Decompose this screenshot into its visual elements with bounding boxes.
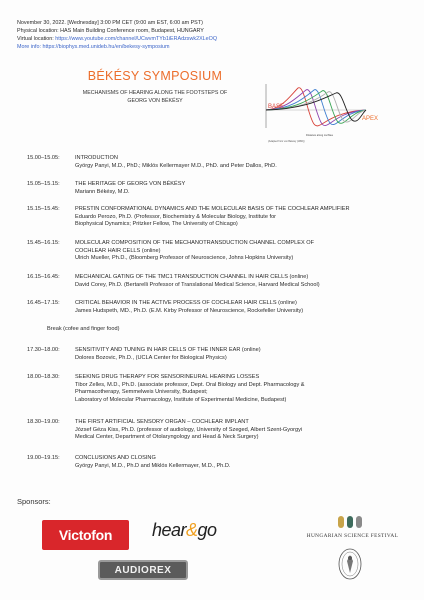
title-block [70, 69, 240, 105]
session-speaker: József Géza Kiss, Ph.D. (professor of audiology, University of Szeged, Albert Szent-Gyorgyi [75, 426, 303, 433]
festival-arch-icon [356, 516, 362, 528]
session-speaker: James Hudspeth, MD., Ph.D. (E.M. Kirby Professor of Neuroscience, Rockefeller University) [75, 307, 304, 314]
session-title: SENSITIVITY AND TUNING IN HAIR CELLS OF THE INNER EAR (online) [75, 347, 261, 353]
session-title: INTRODUCTION [75, 155, 118, 161]
sponsors-label: Sponsors: [17, 497, 51, 506]
apex-label: APEX [362, 116, 379, 122]
session-time: 15.00–15.05: [27, 155, 60, 161]
session-title: THE HERITAGE OF GEORG VON BÉKÉSY [75, 181, 186, 187]
physical-location-value: HAS Main Building Conference room, Budapest, HUNGARY [60, 28, 204, 34]
physical-location [17, 27, 347, 35]
session-affiliation: Pharmacotherapy, Semmelweis University, Budapest; [75, 389, 208, 396]
physical-location-label: Physical location: [17, 28, 59, 34]
graph-credit: (Adapted from von Békésy (1960)) [268, 140, 305, 143]
symposium-subtitle [70, 90, 240, 105]
audiorex-logo-text: AUDIOREX [114, 564, 172, 576]
session-title: CRITICAL BEHAVIOR IN THE ACTIVE PROCESS OF COCHLEAR HAIR CELLS (online) [75, 300, 297, 306]
session-title: SEEKING DRUG THERAPY FOR SENSORINEURAL HEARING LOSSES [75, 374, 260, 380]
session-details [75, 240, 412, 263]
hear-and-go-ampersand: & [186, 520, 198, 540]
science-festival-icon [337, 512, 363, 528]
subtitle-line: MECHANISMS OF HEARING ALONG THE FOOTSTEPS OF [82, 90, 228, 96]
virtual-location-label: Virtual location: [17, 36, 54, 42]
program-item [27, 206, 412, 229]
festival-arch-icon [338, 516, 344, 528]
session-details [75, 206, 412, 229]
academy-seal-icon [337, 547, 363, 581]
hear-and-go-logo [152, 520, 217, 541]
virtual-location [17, 35, 347, 43]
session-affiliation: Biophysical Dynamics; Pritzker Fellow, The University of Chicago) [75, 221, 238, 228]
program-item [27, 181, 412, 196]
session-title: MECHANICAL GATING OF THE TMC1 TRANSDUCTION CHANNEL IN HAIR CELLS (online) [75, 274, 309, 280]
session-details [75, 300, 412, 315]
session-time: 16.45–17.15: [27, 300, 60, 306]
program-item [27, 155, 412, 170]
session-details [75, 419, 412, 442]
session-details [75, 155, 412, 170]
session-details [75, 374, 412, 404]
session-details [75, 274, 412, 289]
program-item [27, 300, 412, 315]
break-note: Break (cofee and finger food) [47, 326, 120, 332]
session-title: THE FIRST ARTIFICIAL SENSORY ORGAN – COCHLEAR IMPLANT [75, 419, 249, 425]
session-details [75, 181, 412, 196]
session-time: 15.05–15.15: [27, 181, 60, 187]
session-title: COCHLEAR HAIR CELLS (online) [75, 247, 161, 254]
hear-and-go-text-go: go [197, 520, 217, 540]
base-label: BASE [268, 104, 285, 110]
program-item [27, 274, 412, 289]
more-info-link[interactable]: More info: https://biophys.med.unideb.hu/en/bekesy-symposium [17, 44, 170, 50]
session-time: 16.15–16.45: [27, 274, 60, 280]
hear-and-go-text-hear: hear [152, 520, 187, 540]
session-details [75, 455, 412, 470]
program-item [27, 419, 412, 442]
session-affiliation: Laboratory of Molecular Pharmacology, Institute of Experimental Medicine, Budapest) [75, 396, 287, 403]
traveling-wave-graph [262, 76, 382, 146]
program-item [27, 455, 412, 470]
session-time: 18.00–18.30: [27, 374, 60, 380]
event-info [17, 19, 347, 51]
session-time: 17.30–18.00: [27, 347, 60, 353]
symposium-title: BÉKÉSY SYMPOSIUM [87, 69, 223, 83]
session-speaker: Ulrich Mueller, Ph.D., (Bloomberg Professor of Neuroscience, Johns Hopkins University) [75, 255, 294, 262]
session-speaker: Dolores Bozovic, Ph.D., (UCLA Center for Biological Physics) [75, 354, 227, 361]
session-time: 15.45–16.15: [27, 240, 60, 246]
victofon-logo [42, 520, 129, 550]
audiorex-logo [98, 560, 188, 580]
session-title: PRESTIN CONFORMATIONAL DYNAMICS AND THE MOLECULAR BASIS OF THE COCHLEAR AMPLIFIER [75, 206, 350, 212]
victofon-logo-text: Victofon [58, 527, 113, 543]
session-time: 19.00–19.15: [27, 455, 60, 461]
program-item [27, 240, 412, 263]
session-speaker: Tibor Zelles, M.D., Ph.D. (associate professor, Dept. Oral Biology and Dept. Pharmacology & [75, 381, 305, 388]
session-speaker: Mariann Békésy, M.D. [75, 188, 130, 195]
program-item [27, 374, 412, 404]
session-speaker: David Corey, Ph.D. (Bertarelli Professor of Translational Medical Science, Harvard Medical School) [75, 281, 320, 288]
session-time: 18.30–19.00: [27, 419, 60, 425]
session-title: CONCLUSIONS AND CLOSING [75, 455, 156, 461]
session-speaker: Eduardo Perozo, Ph.D. (Professor, Biochemistry & Molecular Biology, Institute for [75, 213, 277, 220]
session-speaker: György Panyi, M.D., PhD.; Miklós Kellermayer M.D., PhD. and Peter Dallos, PhD. [75, 162, 277, 169]
graph-axis-label: Distance along cochlea [306, 134, 333, 137]
session-affiliation: Medical Center, Department of Otolaryngology and Head & Neck Surgery) [75, 434, 259, 441]
event-date: November 30, 2022. [Wednesday] 3:00 PM CET (9:00 am EST, 6:00 am PST) [17, 20, 203, 26]
subtitle-line: GEORG VON BÉKÉSY [127, 97, 183, 104]
program-item [27, 347, 412, 362]
science-festival-name: HUNGARIAN SCIENCE FESTIVAL [306, 533, 399, 539]
session-title: MOLECULAR COMPOSITION OF THE MECHANOTRANSDUCTION CHANNEL COMPLEX OF [75, 240, 315, 246]
session-time: 15.15–15.45: [27, 206, 60, 212]
festival-arch-icon [347, 516, 353, 528]
session-speaker: György Panyi, M.D., Ph.D and Miklós Kellermayer, M.D., Ph.D. [75, 462, 231, 469]
session-details [75, 347, 412, 362]
youtube-link[interactable]: https://www.youtube.com/channel/UCwvmTYb1iERAdzswk2XLeOQ [55, 36, 218, 42]
